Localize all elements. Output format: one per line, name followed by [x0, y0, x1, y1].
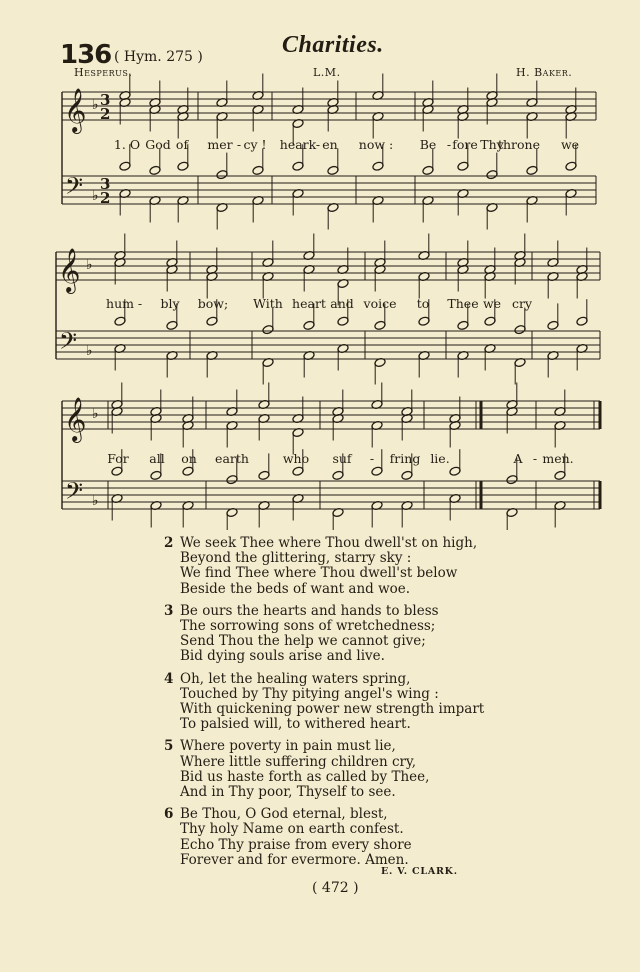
treble-clef: 𝄞 — [64, 397, 87, 441]
hymn-number: 136 — [60, 40, 112, 70]
treble-clef: 𝄞 — [58, 248, 81, 292]
stanza-line — [160, 717, 500, 732]
stanza-line-text: To palsied will, to withered heart. — [180, 716, 411, 733]
stanza-line — [160, 739, 500, 754]
lyric-syllable: heart — [292, 296, 326, 311]
notehead — [457, 161, 469, 171]
lyric-syllable: Thy — [480, 137, 504, 152]
stanza-line-text: We find Thee where Thou dwell'st below — [180, 565, 458, 582]
stanza-line-text: The sorrowing sons of wretchedness; — [180, 618, 436, 635]
notehead — [292, 161, 304, 171]
stanza-line — [160, 582, 500, 597]
lyric-syllable: - — [315, 137, 321, 152]
lyric-syllable: - — [446, 137, 452, 152]
stanza-line — [160, 755, 500, 770]
stanza-line — [160, 619, 500, 634]
notehead — [119, 161, 131, 171]
lyric-syllable: Thee — [447, 296, 479, 311]
flat-sign: ♭ — [92, 188, 99, 204]
lyric-syllable: lie. — [430, 451, 450, 466]
stanza-line-text: Thy holy Name on earth confest. — [180, 821, 404, 838]
lyric-syllable: en — [322, 137, 338, 152]
lyric-syllable: now : — [358, 137, 394, 152]
time-signature-bottom: 2 — [100, 105, 111, 123]
flat-sign: ♭ — [86, 257, 93, 273]
lyric-syllable: voice — [363, 296, 397, 311]
flat-sign: ♭ — [92, 406, 99, 422]
stanza-line-text: Oh, let the healing waters spring, — [180, 670, 411, 687]
flat-sign: ♭ — [92, 493, 99, 509]
lyric-syllable: throne — [497, 137, 541, 152]
lyric-line — [0, 451, 640, 471]
composer: H. Baker. — [516, 66, 573, 79]
stanza — [160, 739, 500, 800]
lyric-syllable: on — [181, 451, 197, 466]
stanza-line-text: Bid dying souls arise and live. — [180, 648, 385, 665]
notehead — [401, 470, 413, 480]
notehead — [114, 316, 126, 326]
lyric-syllable: fore — [452, 137, 478, 152]
stanza-line-text: Be ours the hearts and hands to bless — [180, 602, 439, 619]
hymn-title: Charities. — [282, 32, 384, 58]
lyric-syllable: bly — [160, 296, 180, 311]
lyric-syllable: fring — [389, 451, 421, 466]
notehead — [252, 165, 264, 175]
notehead — [576, 316, 588, 326]
stanzas — [160, 536, 500, 875]
stanza-line — [160, 649, 500, 664]
lyric-syllable: mer — [207, 137, 233, 152]
lyric-syllable: hum — [106, 296, 134, 311]
stanza-line — [160, 604, 500, 619]
hymnal-reference: ( Hym. 275 ) — [114, 49, 203, 65]
stanza-line — [160, 536, 500, 551]
lyric-syllable: who — [282, 451, 310, 466]
bass-clef: 𝄢 — [59, 327, 78, 360]
lyric-line — [0, 296, 640, 316]
notehead — [554, 470, 566, 480]
verse-number: 2 — [164, 535, 174, 551]
notehead — [547, 320, 559, 330]
lyric-syllable: cry — [511, 296, 533, 311]
lyric-syllable: - — [369, 451, 375, 466]
lyric-line — [0, 137, 640, 157]
stanza — [160, 672, 500, 733]
stanza-line — [160, 838, 500, 853]
stanza-line — [160, 634, 500, 649]
notehead — [337, 316, 349, 326]
stanza-line-text: Where little suffering children cry, — [180, 753, 417, 770]
bass-clef: 𝄢 — [65, 172, 84, 205]
stanza-line-text: We seek Thee where Thou dwell'st on high, — [180, 535, 478, 551]
stanza-line-text: With quickening power new strength impart — [180, 701, 485, 718]
notehead — [486, 169, 498, 179]
notehead — [457, 320, 469, 330]
lyric-syllable: earth — [215, 451, 249, 466]
time-signature-top: 3 — [100, 91, 111, 109]
stanza-line-text: Send Thou the help we cannot give; — [180, 633, 426, 650]
stanza-line — [160, 687, 500, 702]
notehead — [422, 165, 434, 175]
notehead — [206, 316, 218, 326]
stanza-line — [160, 702, 500, 717]
notehead — [150, 470, 162, 480]
lyric-syllable: all — [149, 451, 165, 466]
flat-sign: ♭ — [86, 343, 93, 359]
notehead — [526, 165, 538, 175]
stanza — [160, 536, 500, 597]
notehead — [177, 161, 189, 171]
stanza-line — [160, 566, 500, 581]
lyric-syllable: and — [330, 296, 354, 311]
stanza-line-text: Forever and for evermore. Amen. — [180, 851, 409, 868]
notehead — [514, 324, 526, 334]
stanza-line-text: Echo Thy praise from every shore — [180, 836, 412, 853]
time-signature-bottom: 2 — [100, 189, 111, 207]
stanza-line — [160, 807, 500, 822]
notehead — [565, 161, 577, 171]
notehead — [166, 320, 178, 330]
verse-number: 3 — [164, 602, 174, 619]
stanza-line-text: And in Thy poor, Thyself to see. — [180, 784, 396, 801]
stanza-line-text: Beside the beds of want and woe. — [180, 580, 411, 597]
stanza-line — [160, 785, 500, 800]
lyric-syllable: suf — [332, 451, 352, 466]
notehead — [484, 316, 496, 326]
bass-clef: 𝄢 — [65, 477, 84, 510]
notehead — [332, 470, 344, 480]
verse-number: 5 — [164, 738, 174, 755]
stanza-line-text: Bid us haste forth as called by Thee, — [180, 768, 430, 785]
lyric-syllable: 1. O — [113, 137, 141, 152]
notehead — [506, 474, 518, 484]
lyric-syllable: heark — [279, 137, 317, 152]
lyric-syllable: God — [145, 137, 171, 152]
verse-number: 4 — [164, 670, 174, 687]
page-number: ( 472 ) — [312, 880, 359, 896]
lyric-syllable: For — [107, 451, 129, 466]
notehead — [374, 320, 386, 330]
tune-name: Hesperus. — [74, 66, 133, 79]
stanza-line — [160, 672, 500, 687]
time-signature-top: 3 — [100, 175, 111, 193]
lyric-syllable: we — [482, 296, 502, 311]
lyric-syllable: cy ! — [243, 137, 267, 152]
stanza-line — [160, 551, 500, 566]
lyric-syllable: - — [137, 296, 143, 311]
lyric-syllable: men. — [542, 451, 574, 466]
meter: L.M. — [313, 66, 341, 79]
stanza-line-text: Where poverty in pain must lie, — [180, 738, 396, 755]
stanza-line — [160, 822, 500, 837]
stanza-line-text: Be Thou, O God eternal, blest, — [180, 806, 388, 823]
lyric-syllable: of — [175, 137, 189, 152]
notehead — [149, 165, 161, 175]
lyric-syllable: to — [416, 296, 430, 311]
notehead — [372, 161, 384, 171]
notehead — [327, 165, 339, 175]
notehead — [262, 324, 274, 334]
stanza-line-text: Touched by Thy pitying angel's wing : — [180, 685, 439, 702]
notehead — [258, 470, 270, 480]
notehead — [216, 169, 228, 179]
lyric-syllable: - — [236, 137, 242, 152]
lyric-syllable: Be — [419, 137, 437, 152]
lyric-syllable: With — [253, 296, 283, 311]
notehead — [303, 320, 315, 330]
lyric-syllable: A — [513, 451, 523, 466]
verse-number: 6 — [164, 806, 174, 823]
lyric-syllable: bow; — [197, 296, 229, 311]
hymn-author: E. V. CLARK. — [381, 866, 458, 877]
stanza — [160, 604, 500, 665]
stanza-line — [160, 770, 500, 785]
notehead — [226, 474, 238, 484]
lyric-syllable: we — [560, 137, 580, 152]
lyric-syllable: - — [532, 451, 538, 466]
stanza — [160, 807, 500, 868]
treble-clef: 𝄞 — [64, 88, 87, 132]
flat-sign: ♭ — [92, 97, 99, 113]
notehead — [418, 316, 430, 326]
stanza-line-text: Beyond the glittering, starry sky : — [180, 550, 412, 567]
